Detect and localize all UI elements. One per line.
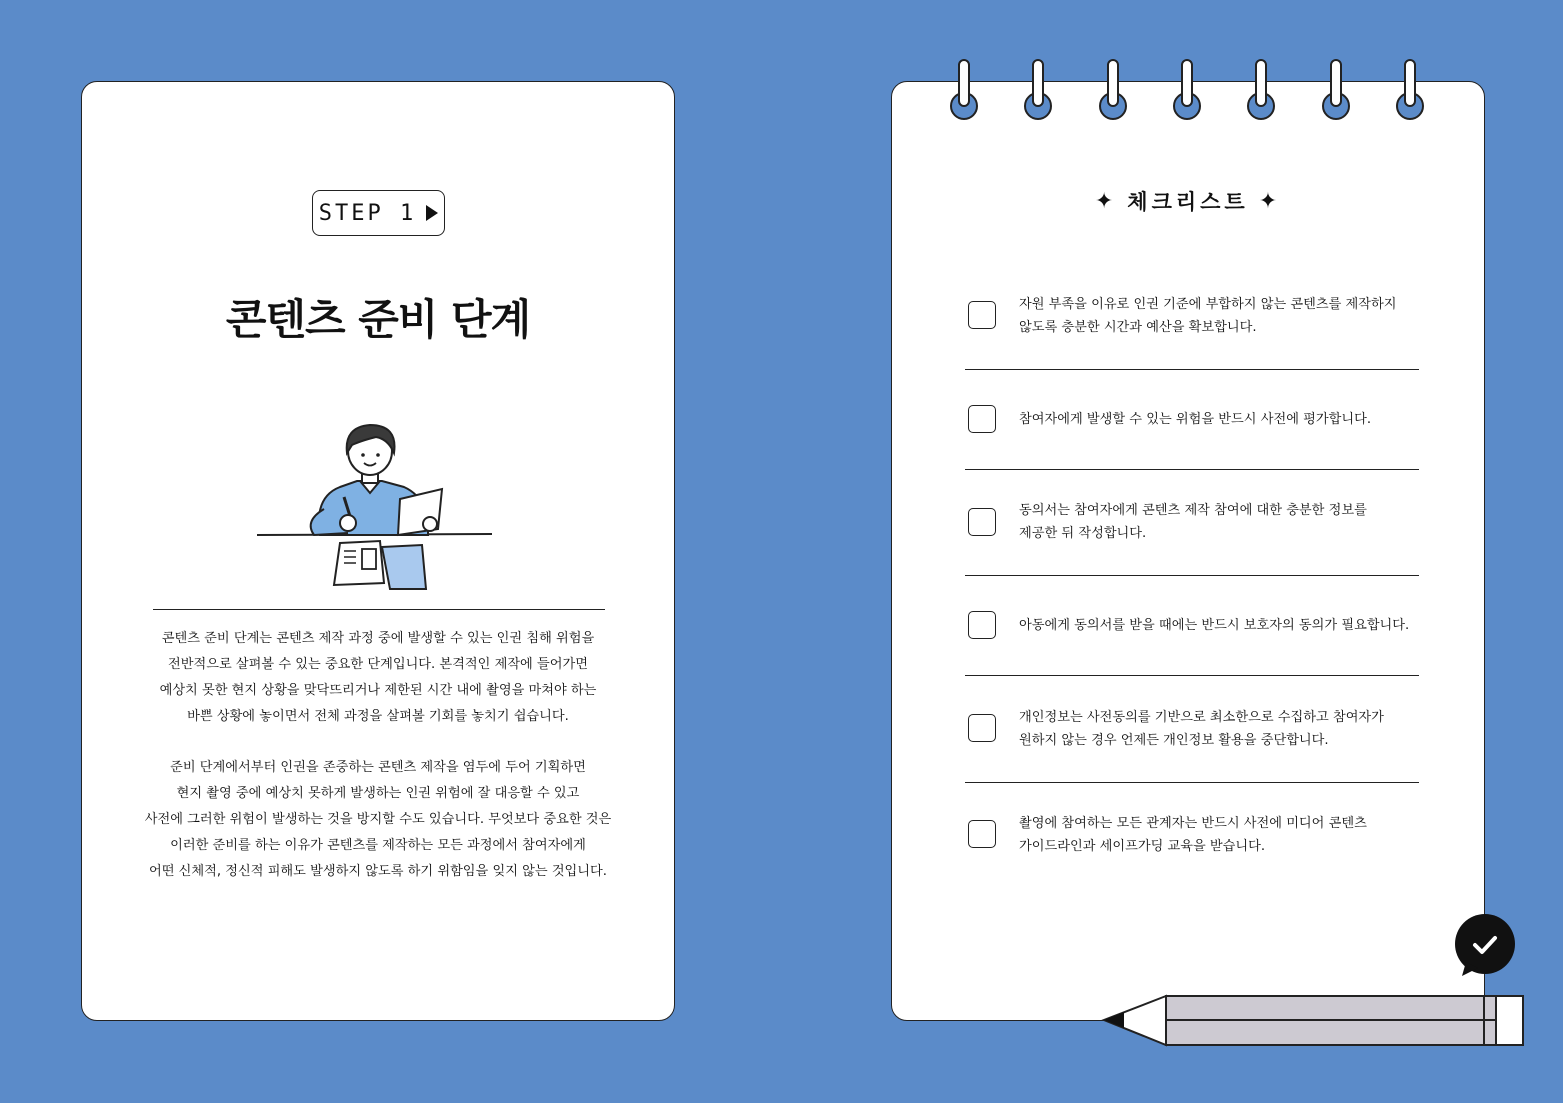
item-line: 원하지 않는 경우 언제든 개인정보 활용을 중단합니다. <box>1019 733 1329 748</box>
ring-binding-icon <box>1321 58 1351 120</box>
checklist-notebook <box>891 81 1485 1021</box>
divider <box>965 369 1419 370</box>
item-line: 촬영에 참여하는 모든 관계자는 반드시 사전에 미디어 콘텐츠 <box>1019 816 1367 831</box>
desc-line: 어떤 신체적, 정신적 피해도 발생하지 않도록 하기 위함임을 잊지 않는 것입니다. <box>149 864 607 879</box>
page-title: 콘텐츠 준비 단계 <box>225 295 531 344</box>
checklist-item-text <box>1019 706 1419 752</box>
divider <box>965 469 1419 470</box>
checklist-item-text <box>1019 408 1419 431</box>
content-prep-card <box>81 81 675 1021</box>
pencil-icon <box>1100 994 1526 1048</box>
item-line: 제공한 뒤 작성합니다. <box>1019 526 1147 541</box>
play-arrow-icon <box>426 205 438 221</box>
checkbox-icon[interactable] <box>968 714 996 742</box>
item-line: 자원 부족을 이유로 인권 기준에 부합하지 않는 콘텐츠를 제작하지 <box>1019 297 1397 312</box>
ring-binding-icon <box>1172 58 1202 120</box>
item-line: 개인정보는 사전동의를 기반으로 최소한으로 수집하고 참여자가 <box>1019 710 1384 725</box>
description-paragraph-1 <box>122 626 634 730</box>
checkbox-icon[interactable] <box>968 611 996 639</box>
item-line: 아동에게 동의서를 받을 때에는 반드시 보호자의 동의가 필요합니다. <box>1019 618 1410 633</box>
checklist-item-text <box>1019 293 1419 339</box>
desc-line: 현지 촬영 중에 예상치 못하게 발생하는 인권 위험에 잘 대응할 수 있고 <box>176 786 580 801</box>
checkbox-icon[interactable] <box>968 508 996 536</box>
checklist-title-text: 체크리스트 <box>1127 190 1249 214</box>
checklist-item-text <box>1019 812 1419 858</box>
item-line: 않도록 충분한 시간과 예산을 확보합니다. <box>1019 320 1257 335</box>
divider <box>153 609 605 610</box>
checkbox-icon[interactable] <box>968 301 996 329</box>
divider <box>965 675 1419 676</box>
step-label: STEP 1 <box>318 200 417 226</box>
checklist-item-text <box>1019 614 1419 637</box>
checklist-title <box>892 186 1484 216</box>
item-line: 참여자에게 발생할 수 있는 위험을 반드시 사전에 평가합니다. <box>1019 412 1372 427</box>
desc-line: 사전에 그러한 위험이 발생하는 것을 방지할 수도 있습니다. 무엇보다 중요한 것은 <box>144 812 612 827</box>
ring-binding-icon <box>949 58 979 120</box>
desc-line: 이러한 준비를 하는 이유가 콘텐츠를 제작하는 모든 과정에서 참여자에게 <box>170 838 586 853</box>
ring-binding-icon <box>1246 58 1276 120</box>
checklist-item-text <box>1019 499 1419 545</box>
checkbox-icon[interactable] <box>968 820 996 848</box>
step-badge <box>312 190 445 236</box>
person-illustration <box>252 417 502 602</box>
item-line: 가이드라인과 세이프가딩 교육을 받습니다. <box>1019 839 1266 854</box>
description-paragraph-2 <box>122 755 634 885</box>
desc-line: 준비 단계에서부터 인권을 존중하는 콘텐츠 제작을 염두에 두어 기획하면 <box>170 760 586 775</box>
ring-binding-icon <box>1098 58 1128 120</box>
ring-binding-icon <box>1395 58 1425 120</box>
divider <box>965 575 1419 576</box>
desc-line: 예상치 못한 현지 상황을 맞닥뜨리거나 제한된 시간 내에 촬영을 마쳐야 하는 <box>159 683 597 698</box>
sparkle-icon: ✦ <box>1094 188 1118 214</box>
divider <box>965 782 1419 783</box>
desc-line: 콘텐츠 준비 단계는 콘텐츠 제작 과정 중에 발생할 수 있는 인권 침해 위험을 <box>161 631 595 646</box>
sparkle-icon: ✦ <box>1258 188 1282 214</box>
item-line: 동의서는 참여자에게 콘텐츠 제작 참여에 대한 충분한 정보를 <box>1019 503 1367 518</box>
desc-line: 바쁜 상황에 놓이면서 전체 과정을 살펴볼 기회를 놓치기 쉽습니다. <box>187 709 569 724</box>
checkbox-icon[interactable] <box>968 405 996 433</box>
ring-binding-icon <box>1023 58 1053 120</box>
check-bubble-icon <box>1452 914 1518 978</box>
desc-line: 전반적으로 살펴볼 수 있는 중요한 단계입니다. 본격적인 제작에 들어가면 <box>168 657 588 672</box>
